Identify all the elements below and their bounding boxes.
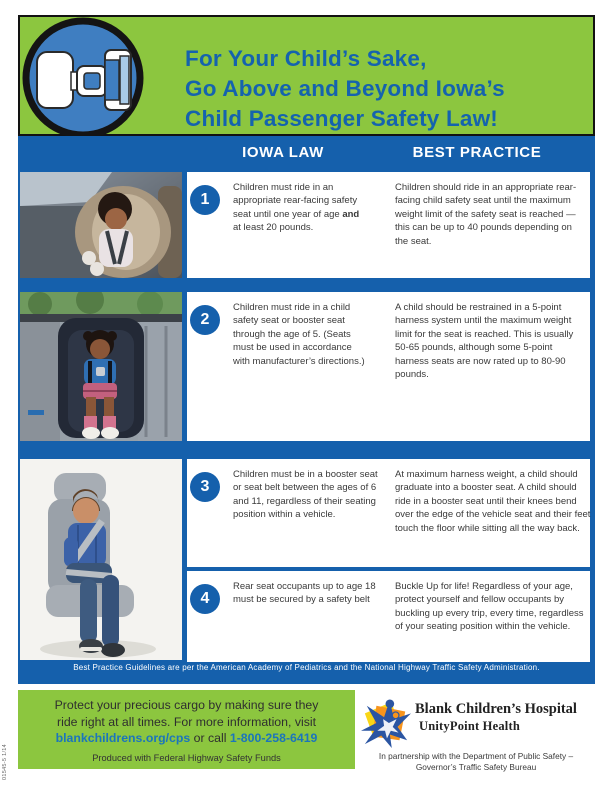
photo-girl-harness-seat — [20, 292, 182, 441]
best-practice-text: A child should be restrained in a 5-point harness system until the maximum weight limit for the seat is reached. This is usually 50-65 pounds, although some 5-point harness seats are now rated up to 80-90 pounds. — [395, 302, 574, 381]
table-row-4 — [187, 571, 590, 662]
photo-infant-rear-facing — [20, 172, 182, 278]
phone-number: 1-800-258-6419 — [229, 731, 318, 745]
footer-contact-box — [18, 690, 355, 769]
partnership-line-1: In partnership with the Department of Public Safety – — [378, 751, 574, 761]
seat-belt-buckle-icon — [21, 16, 145, 140]
health-system-name: UnityPoint Health — [419, 719, 520, 733]
partnership-note — [350, 751, 602, 773]
partnership-line-2: Governor’s Traffic Safety Bureau — [415, 762, 537, 772]
hospital-logo — [359, 698, 413, 748]
table-row-3 — [187, 459, 590, 567]
table-row-2 — [187, 292, 590, 441]
page-title — [185, 44, 505, 134]
photo-boy-seat-belt — [20, 459, 182, 660]
row-number-badge: 1 — [190, 185, 220, 215]
title-line-2: Go Above and Beyond Iowa’s — [185, 76, 505, 101]
footer-contact-line — [18, 730, 355, 747]
law-text-bold-segment: and — [342, 208, 360, 220]
law-text-segment: Children must ride in an appropriate rear-facing safety seat until one year of age — [233, 182, 358, 220]
best-practice-column-header: BEST PRACTICE — [412, 144, 542, 161]
iowa-law-text — [233, 181, 367, 235]
row-number-badge: 2 — [190, 305, 220, 335]
best-practice-disclaimer: Best Practice Guidelines are per the American Academy of Pediatrics and the National Highway Traffic Safety Administration. — [73, 663, 540, 672]
document-code: 01545-5 1/14 — [2, 743, 8, 780]
link-separator: or call — [190, 731, 230, 745]
best-practice-text: Buckle Up for life! Regardless of your age, protect yourself and fellow occupants by buckling up every trip, every time, regardless of your seating position within the vehicle. — [395, 581, 584, 633]
best-practice-text: Children should ride in an appropriate rear-facing child safety seat until the maximum weight limit of the safety seat is reached — this can be up to 40 pounds depending on the seat. — [395, 182, 577, 247]
title-line-1: For Your Child’s Sake, — [185, 46, 427, 71]
iowa-law-column-header: IOWA LAW — [242, 144, 324, 161]
website-link[interactable]: blankchildrens.org/cps — [55, 731, 191, 745]
footer-message-line-2: ride right at all times. For more information, visit — [57, 714, 316, 729]
iowa-law-text: Children must be in a booster seat or seat belt between the ages of 6 and 11, regardless of their seating position within a vehicle. — [233, 469, 378, 521]
title-line-3: Child Passenger Safety Law! — [185, 106, 498, 131]
hospital-name: Blank Children’s Hospital — [415, 701, 577, 717]
iowa-law-text: Children must ride in a child safety seat or booster seat through the age of 5. (Seats must be used in accordance with manufacturer’s directions.) — [233, 302, 365, 367]
row-number-badge: 3 — [190, 472, 220, 502]
law-vs-best-practice-table — [18, 136, 595, 684]
table-row-1 — [187, 172, 590, 278]
law-text-segment: at least 20 pounds. — [233, 222, 314, 234]
funds-note: Produced with Federal Highway Safety Funds — [92, 752, 281, 763]
footer-message-line-1: Protect your precious cargo by making sure they — [54, 698, 319, 712]
row-number-badge: 4 — [190, 584, 220, 614]
best-practice-text: At maximum harness weight, a child should graduate into a booster seat. A child should ride in a booster seat until their knees bend over the edge of the vehicle seat and their feet touch the floor while sitting all the way back. — [395, 469, 591, 534]
iowa-law-text: Rear seat occupants up to age 18 must be secured by a safety belt — [233, 581, 376, 606]
